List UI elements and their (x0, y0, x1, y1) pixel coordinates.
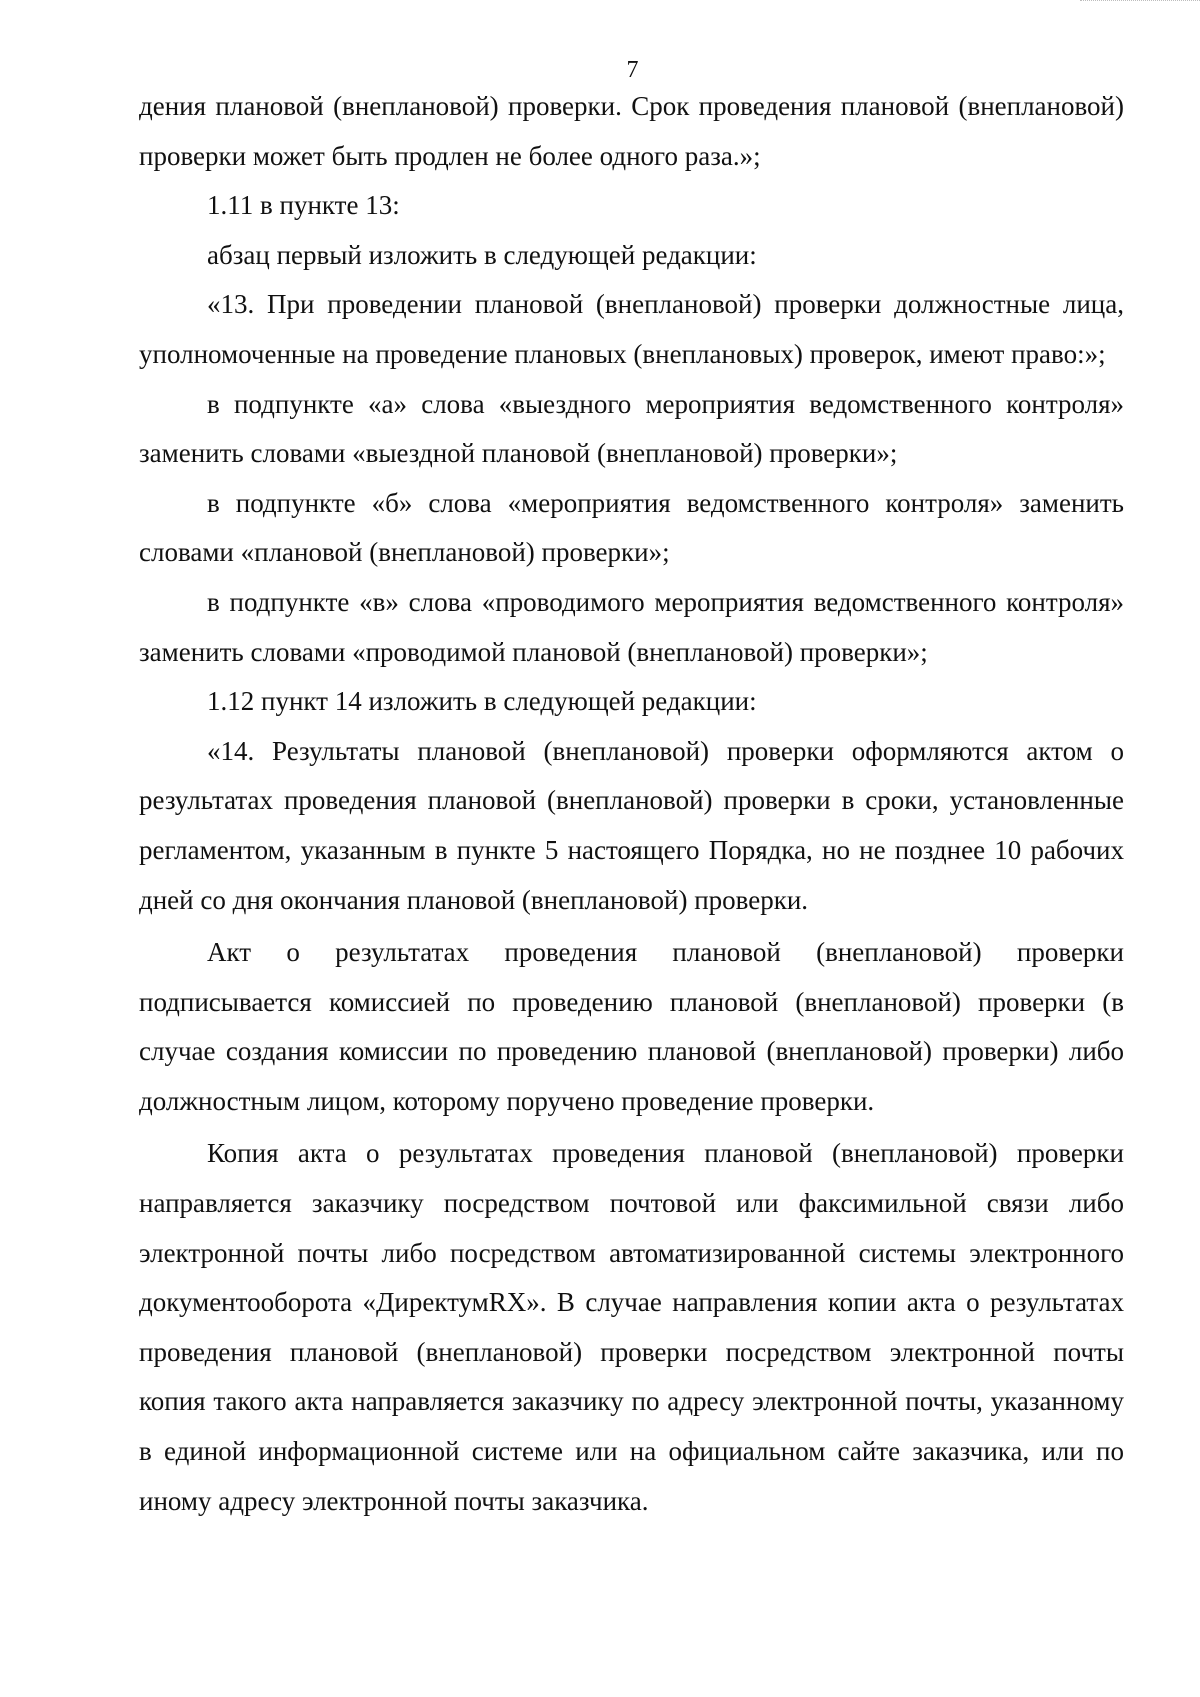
paragraph-item-14: «14. Результаты плановой (внеплановой) проверки оформляются актом о результатах проведения плановой (внеплановой) проверки в сроки, установленные регламентом, указанным в пункте 5 настоящего Порядка, но не позднее 10 рабочих дней со дня окончания плановой (внеплановой) проверки. (139, 735, 1124, 915)
paragraph-item-1-11: 1.11 в пункте 13: (207, 190, 400, 221)
paragraph-act-copy: Копия акта о результатах проведения плановой (внеплановой) проверки направляется заказчику посредством почтовой или факсимильной связи либо электронной почты либо посредством автоматизированной системы электронного документооборота «ДиректумRX». В случае направления копии акта о результатах проведения плановой (внеплановой) проверки посредством электронной почты копия такого акта направляется заказчику по адресу электронной почты, указанному в единой информационной системе или на официальном сайте заказчика, или по иному адресу электронной почты заказчика. (139, 1138, 1124, 1516)
paragraph-act-signing: Акт о результатах проведения плановой (внеплановой) проверки подписывается комиссией по проведению плановой (внеплановой) проверки (в случае создания комиссии по проведению плановой (внеплановой) проверки) либо должностным лицом, которому поручено проведение проверки. (139, 937, 1124, 1116)
paragraph-continuation: дения плановой (внеплановой) проверки. Срок проведения плановой (внеплановой) проверки может быть продлен не более одного раза.»; (139, 91, 1124, 171)
paragraph-abzac-first: абзац первый изложить в следующей редакции: (207, 239, 757, 270)
document-body (139, 82, 1124, 1526)
paragraph-item-13: «13. При проведении плановой (внеплановой) проверки должностные лица, уполномоченные на проведение плановых (внеплановых) проверок, имеют право:»; (139, 289, 1124, 369)
paragraph-subitem-b: в подпункте «б» слова «мероприятия ведомственного контроля» заменить словами «плановой (внеплановой) проверки»; (139, 487, 1124, 568)
paragraph-item-1-12: 1.12 пункт 14 изложить в следующей редакции: (207, 686, 757, 717)
paragraph-subitem-a: в подпункте «а» слова «выездного мероприятия ведомственного контроля» заменить словами «выездной плановой (внеплановой) проверки»; (139, 388, 1124, 469)
scan-edge-mark (1080, 0, 1200, 7)
paragraph-subitem-v: в подпункте «в» слова «проводимого мероприятия ведомственного контроля» заменить словами «проводимой плановой (внеплановой) проверки»; (139, 586, 1124, 667)
page-number: 7 (626, 57, 639, 83)
